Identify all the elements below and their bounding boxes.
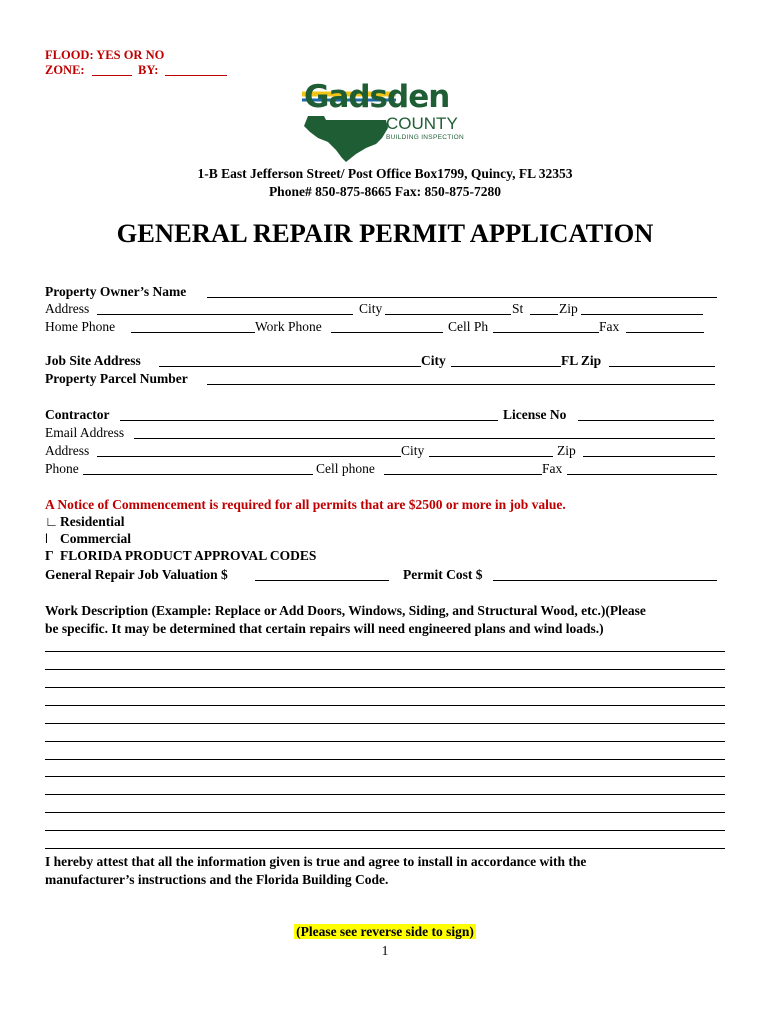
owner-zip-label: Zip <box>559 301 578 316</box>
logo-county: COUNTY <box>386 114 458 133</box>
residential-checkbox-icon[interactable]: ∟ <box>45 514 59 529</box>
contractor-address-row <box>45 442 717 460</box>
job-site-label: Job Site Address <box>45 353 141 368</box>
home-phone-label: Home Phone <box>45 319 116 334</box>
product-approval-checkbox-icon[interactable]: Г <box>45 548 54 563</box>
option-product-approval[interactable] <box>45 547 717 565</box>
valuation-row <box>45 566 717 584</box>
parcel-label: Property Parcel Number <box>45 371 188 386</box>
owner-address-row <box>45 300 717 318</box>
attestation-line1: I hereby attest that all the information given is true and agree to install in accordance with the <box>45 854 587 869</box>
contractor-field[interactable] <box>120 420 498 421</box>
contractor-label: Contractor <box>45 407 110 422</box>
work-description-heading <box>45 602 646 638</box>
owner-address-label: Address <box>45 301 90 316</box>
office-phone: Phone# 850-875-8665 Fax: 850-875-7280 <box>268 184 502 199</box>
work-line[interactable] <box>45 687 725 688</box>
home-phone-field[interactable] <box>131 332 255 333</box>
cell-field[interactable] <box>493 332 599 333</box>
email-field[interactable] <box>134 438 715 439</box>
valuation-field[interactable] <box>255 580 389 581</box>
license-label: License No <box>503 407 567 422</box>
page-number: 1 <box>381 943 389 958</box>
commercial-label: Commercial <box>60 531 131 546</box>
work-description-line2: be specific. It may be determined that certain repairs will need engineered plans and wind loads.) <box>45 621 604 636</box>
owner-st-label: St <box>512 301 524 316</box>
work-line[interactable] <box>45 830 725 831</box>
logo-tagline: BUILDING INSPECTION <box>386 134 464 141</box>
flood-block <box>45 48 164 78</box>
by-label: BY: <box>138 63 159 77</box>
site-city-label: City <box>421 353 446 368</box>
work-phone-field[interactable] <box>331 332 443 333</box>
work-line[interactable] <box>45 848 725 849</box>
work-phone-label: Work Phone <box>255 319 322 334</box>
option-residential[interactable] <box>45 513 717 531</box>
option-commercial[interactable] <box>45 530 717 548</box>
contractor-email-row <box>45 424 717 442</box>
contractor-phone-field[interactable] <box>83 474 313 475</box>
contractor-city-label: City <box>401 443 425 458</box>
logo-wordmark: Gadsden <box>304 79 450 115</box>
reverse-side-note: (Please see reverse side to sign) <box>296 924 474 939</box>
site-city-field[interactable] <box>451 366 561 367</box>
contractor-phone-label: Phone <box>45 461 79 476</box>
page-title: GENERAL REPAIR PERMIT APPLICATION <box>116 218 654 248</box>
owner-st-field[interactable] <box>530 314 558 315</box>
flood-line: FLOOD: YES OR NO <box>45 48 165 62</box>
owner-name-field[interactable] <box>207 297 717 298</box>
work-line[interactable] <box>45 794 725 795</box>
permit-cost-label: Permit Cost $ <box>403 567 483 582</box>
contractor-zip-label: Zip <box>557 443 576 458</box>
work-line[interactable] <box>45 812 725 813</box>
owner-city-field[interactable] <box>385 314 511 315</box>
notice-text: A Notice of Commencement is required for all permits that are $2500 or more in job value. <box>45 497 566 512</box>
residential-label: Residential <box>60 514 125 529</box>
gadsden-county-logo <box>296 78 486 168</box>
zone-field[interactable] <box>92 75 132 76</box>
job-site-field[interactable] <box>159 366 421 367</box>
attestation <box>45 853 586 889</box>
contractor-city-field[interactable] <box>429 456 553 457</box>
contractor-address-label: Address <box>45 443 90 458</box>
work-description-line1: Work Description (Example: Replace or Add Doors, Windows, Siding, and Structural Wood, etc.)(Please <box>45 603 646 618</box>
owner-zip-field[interactable] <box>581 314 703 315</box>
email-label: Email Address <box>45 425 125 440</box>
contractor-row <box>45 406 717 424</box>
work-line[interactable] <box>45 723 725 724</box>
contractor-address-field[interactable] <box>97 456 401 457</box>
parcel-row <box>45 370 717 388</box>
attestation-line2: manufacturer’s instructions and the Florida Building Code. <box>45 872 389 887</box>
work-line[interactable] <box>45 669 725 670</box>
fl-zip-field[interactable] <box>609 366 715 367</box>
office-address: 1-B East Jefferson Street/ Post Office Box1799, Quincy, FL 32353 <box>197 166 573 181</box>
work-line[interactable] <box>45 776 725 777</box>
contractor-fax-field[interactable] <box>567 474 717 475</box>
work-line[interactable] <box>45 651 725 652</box>
contractor-cell-label: Cell phone <box>316 461 375 476</box>
contractor-phone-row <box>45 460 717 478</box>
owner-address-field[interactable] <box>97 314 353 315</box>
zone-label: ZONE: <box>45 63 85 77</box>
work-line[interactable] <box>45 741 725 742</box>
parcel-field[interactable] <box>207 384 715 385</box>
fl-zip-label: FL Zip <box>561 353 602 368</box>
work-line[interactable] <box>45 759 725 760</box>
license-field[interactable] <box>578 420 714 421</box>
commercial-checkbox-icon[interactable]: ǀ <box>45 531 48 546</box>
product-approval-label: FLORIDA PRODUCT APPROVAL CODES <box>60 548 317 563</box>
owner-name-row <box>45 283 717 301</box>
owner-name-label: Property Owner’s Name <box>45 284 187 299</box>
contractor-fax-label: Fax <box>542 461 563 476</box>
valuation-label: General Repair Job Valuation $ <box>45 567 228 582</box>
contractor-zip-field[interactable] <box>583 456 715 457</box>
owner-city-label: City <box>359 301 383 316</box>
cell-label: Cell Ph <box>448 319 489 334</box>
work-line[interactable] <box>45 705 725 706</box>
owner-fax-label: Fax <box>599 319 620 334</box>
owner-fax-field[interactable] <box>626 332 704 333</box>
job-site-row <box>45 352 717 370</box>
reverse-note-wrap <box>0 923 770 941</box>
contractor-cell-field[interactable] <box>384 474 542 475</box>
permit-cost-field[interactable] <box>493 580 717 581</box>
by-field[interactable] <box>165 75 227 76</box>
owner-phone-row <box>45 318 717 336</box>
